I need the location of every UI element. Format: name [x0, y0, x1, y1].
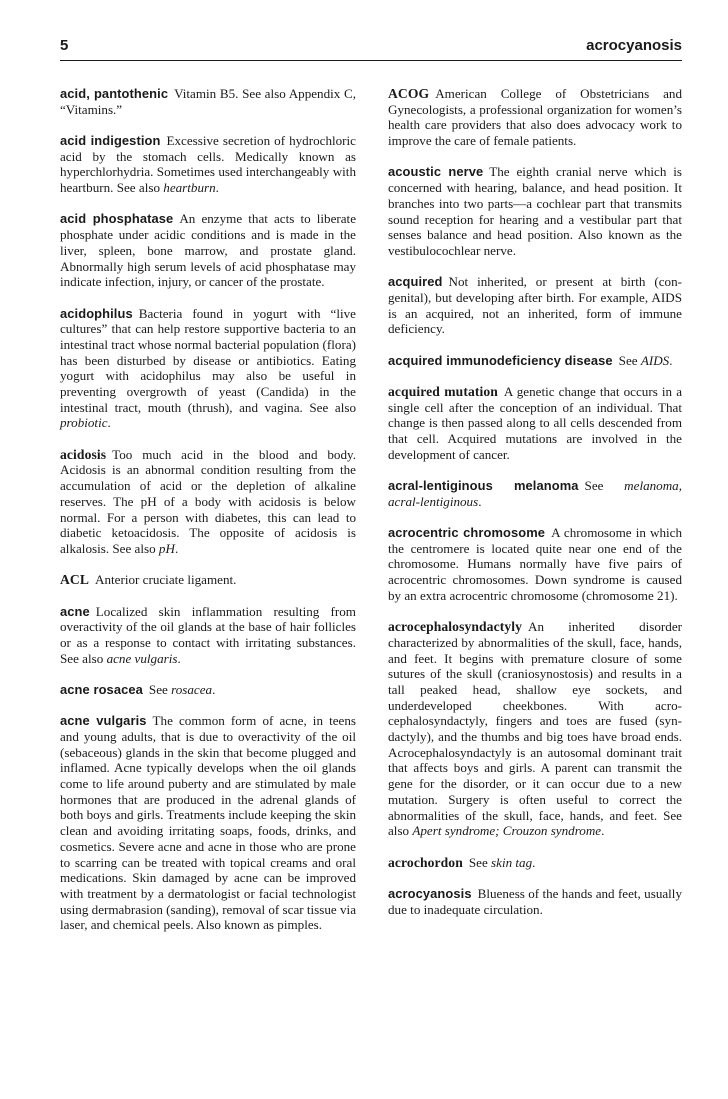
dictionary-entry — [60, 447, 356, 557]
entry-definition: See — [584, 478, 604, 494]
dictionary-entry — [60, 211, 356, 290]
cross-reference: skin tag — [491, 854, 533, 870]
entry-definition: American College of Obstetricians and Gynecologists, a professional organization for women’s health care providers that also does advocacy work to improve the care of female patients. — [388, 86, 682, 149]
entry-term: acid, pantothenic — [60, 86, 169, 101]
entry-definition: Vitamin B5. See also Appendix C, “Vitamins.” — [60, 86, 357, 117]
entry-definition: Localized skin inflammation resulting from overactivity of the oil glands at the base of hair follicles or as a response to contact with irritating substances. See also — [60, 603, 356, 666]
dictionary-entry — [388, 384, 682, 463]
page-number: 5 — [60, 37, 69, 54]
dictionary-entry — [60, 306, 356, 432]
entry-term: ACOG — [388, 86, 430, 101]
entry-definition: The eighth cranial nerve which is concerned with hearing, balance, and head position. It branches into two parts—a cochlear part that transmits sound reception for hearing and a vestibular part that senses balance and head position. Also known as the vestibulocochlear nerve. — [388, 164, 682, 258]
cross-reference: AIDS — [640, 352, 670, 368]
running-header — [60, 30, 682, 61]
entry-term: ACL — [60, 572, 90, 588]
entry-definition: Anterior cruciate ligament. — [95, 572, 237, 588]
dictionary-entry — [388, 855, 682, 871]
punctuation: . — [601, 823, 605, 839]
entry-term: acrocyanosis — [388, 885, 472, 901]
punctuation: . — [177, 650, 181, 666]
cross-reference: Apert syndrome; Crouzon syndrome — [412, 823, 602, 839]
entry-definition: A chromosome in which the centromere is located quite near one end of the chromosome. Humans normally have five pairs of acrocentric chromosomes. Down syndrome is caused by an extra acrocentric chromosome (chromosome 21). — [388, 525, 682, 603]
dictionary-entry — [388, 164, 682, 258]
dictionary-entry — [388, 525, 682, 604]
cross-reference: rosacea — [171, 681, 213, 697]
cross-reference: acne vulgaris — [106, 650, 178, 666]
cross-reference: probiotic — [60, 415, 108, 431]
dictionary-entry — [388, 886, 682, 917]
entry-definition: Not inherited, or present at birth (congenital), but developing after birth. For example, AIDS is an acquired, not an inherited, form of immune deficiency. — [388, 274, 682, 337]
entry-term: acrochordon — [388, 854, 463, 870]
punctuation: . — [107, 415, 111, 431]
entry-term: acral-lentiginous melanoma — [388, 478, 579, 494]
entry-term: acquired — [388, 274, 443, 290]
entry-term: acne vulgaris — [60, 713, 147, 729]
entry-term: acquired mutation — [388, 383, 498, 399]
entry-term: acidophilus — [60, 305, 133, 321]
dictionary-entry — [388, 478, 682, 509]
entry-term: acne rosacea — [60, 681, 143, 697]
entry-term: acoustic nerve — [388, 164, 484, 180]
guide-word: acrocyanosis — [586, 37, 682, 54]
entry-definition: Blueness of the hands and feet, usually due to inadequate circulation. — [388, 885, 682, 917]
entry-definition: A genetic change that occurs in a single cell after the conception of an individual. That change is then passed along to all cells descended from that cell. Acquired mutations are involved in the development of cancer. — [388, 383, 683, 462]
entry-definition: Excessive secretion of hydrochloric acid by the stomach cells. Medically known as hyperchlorhydria. Sometimes used interchangeably with heartburn. See also — [60, 133, 356, 196]
dictionary-entry — [388, 619, 682, 839]
entry-definition: An inherited disorder characterized by abnormalities of the skull, face, hands, and feet. It begins with premature closure of some sutures of the skull (craniosynostosis) and results in a tall peaked head, shallow eye sockets, and underdeveloped cheekbones. With acrocephalosyndactyly, fingers and toes are fused (syndactyly), and the thumbs and big toes have broad ends. Acrocephalosyndactyly is an autosomal dominant trait that affects boys and girls. A parent can transmit the gene for the disorder, or it can occur due to a new mutation. Surgery is often useful to correct the abnormalities of the skull, face, hands, and feet. See also — [388, 619, 682, 839]
left-column — [60, 86, 356, 949]
cross-reference: melanoma, acral-lentiginous — [388, 478, 682, 509]
dictionary-entry — [60, 604, 356, 667]
punctuation: . — [532, 854, 536, 870]
dictionary-entry — [388, 353, 682, 369]
cross-reference: heartburn — [163, 180, 216, 196]
punctuation: . — [215, 180, 219, 196]
dictionary-entry — [388, 274, 682, 337]
entry-definition: An enzyme that acts to liberate phosphate under acidic conditions and is made in the liver, spleen, bone marrow, and prostate gland. Abnormally high serum levels of acid phosphatase may indicate infection, injury, or cancer of the prostate. — [60, 211, 357, 290]
entry-definition: See — [148, 681, 168, 697]
entry-term: acid phosphatase — [60, 211, 174, 227]
punctuation: . — [212, 681, 216, 697]
dictionary-entry — [60, 713, 356, 933]
entry-definition: Too much acid in the blood and body. Acidosis is an abnormal condition resulting from the accumulation of acid or the depletion of alkaline reserves. The pH of a body with acidosis is below normal. For a person with diabetes, this can lead to diabetic ketoacidosis. The opposite of acidosis is alkalosis. See also — [60, 446, 356, 556]
dictionary-entry — [60, 133, 356, 196]
entry-term: acidosis — [60, 446, 107, 462]
entry-term: acrocentric chromosome — [388, 525, 546, 541]
dictionary-entry — [388, 86, 682, 149]
punctuation: . — [174, 540, 179, 556]
dictionary-entry — [60, 86, 356, 117]
entry-definition: The common form of acne, in teens and young adults, that is due to overactivity of the oil (sebaceous) glands in the skin that become plugged and inflamed. Acne typically develops when the oil glands come to life around puberty and are stimulated by male hormones that are produced in the adrenal glands of both boys and girls. Treatments include keeping the skin clean and avoiding irritating soaps, foods, drinks, and cosmetics. Severe acne and acne in those who are prone to scarring can be treated with topical creams and oral medications. Skin damaged by acne can be improved with treatment by a dermatologist or facial technologist using dermabrasion (sanding), removal of scar tissue via laser, and chemical peels. Also known as pimples. — [60, 713, 356, 933]
entry-definition: See — [468, 854, 488, 870]
punctuation: . — [669, 352, 673, 368]
right-column — [388, 86, 682, 933]
entry-term: acid indigestion — [60, 133, 161, 148]
dictionary-entry — [60, 682, 356, 698]
punctuation: . — [478, 493, 482, 509]
entry-definition: See — [618, 352, 638, 368]
entry-term: acquired immunodeficiency disease — [388, 352, 613, 368]
entry-term: acrocephalosyndactyly — [388, 619, 523, 635]
entry-term: acne — [60, 603, 90, 619]
entry-definition: Bacteria found in yogurt with “live cultures” that can help restore supportive bacteria to an intestinal tract whose normal bacterial population (flora) has been disturbed by disease or antibiotics. Eating yogurt with acidophilus may also be useful in preventing overgrowth of yeast (Candida) in the intestinal tract, mouth (thrush), and vagina. See also — [60, 305, 356, 415]
cross-reference: pH — [158, 540, 175, 556]
dictionary-entry — [60, 572, 356, 588]
